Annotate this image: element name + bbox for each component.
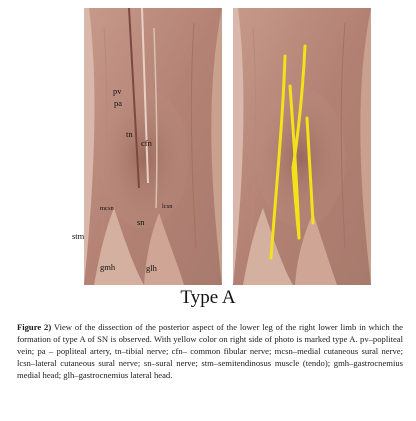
label-cfn: cfn bbox=[141, 138, 152, 148]
dissection-photo-labeled bbox=[84, 8, 222, 285]
label-glh: glh bbox=[146, 263, 157, 273]
label-gmh: gmh bbox=[100, 262, 116, 272]
label-sn: sn bbox=[137, 217, 145, 227]
label-mcsn: mcsn bbox=[100, 205, 114, 212]
label-stm: stm bbox=[72, 231, 85, 241]
caption-text: View of the dissection of the posterior aspect of the lower leg of the right lower limb in which the formation of type A of SN is observed. With yellow color on right side of photo is marked type A. pv–popliteal vein; pa – popliteal artery, tn–tibial nerve; cfn– common fibular nerve; mcsn–medial cutaneous sural nerve; lcsn–lateral cutaneous sural nerve; sn–sural nerve; stm–semitendinosus muscle (tendo); gmh–gastrocnemius medial head; glh–gastrocnemius lateral head. bbox=[17, 322, 403, 380]
label-pv: pv bbox=[113, 86, 122, 96]
caption-prefix: Figure 2) bbox=[17, 322, 52, 332]
dissection-photo-highlighted bbox=[233, 8, 371, 285]
label-lcsn: lcsn bbox=[162, 203, 173, 210]
label-pa: pa bbox=[114, 98, 123, 108]
label-tn: tn bbox=[126, 129, 133, 139]
figure-heading: Type A bbox=[180, 287, 236, 308]
figure-caption bbox=[17, 321, 403, 381]
